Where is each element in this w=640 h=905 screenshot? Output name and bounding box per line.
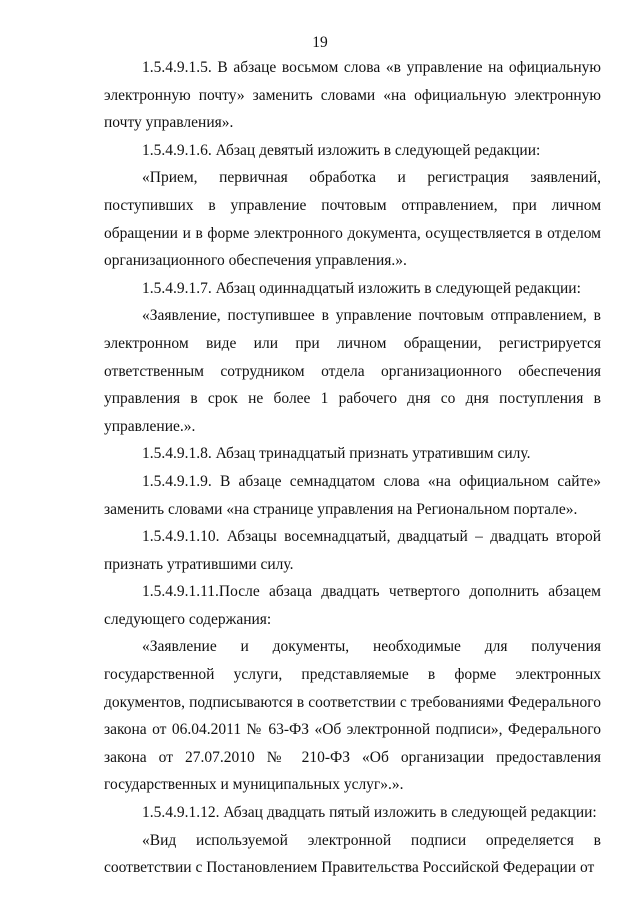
quoted-paragraph-signature-type: «Вид используемой электронной подписи определяется в соответствии с Постановлением Правительства Российской Федерации от: [104, 831, 601, 877]
paragraph-1-5-4-9-1-5: 1.5.4.9.1.5. В абзаце восьмом слова «в управление на официальную электронную почту» заменить словами «на официальную электронную почту управления».: [104, 59, 601, 132]
page-number: 19: [312, 34, 328, 51]
paragraph-1-5-4-9-1-9: 1.5.4.9.1.9. В абзаце семнадцатом слова «на официальном сайте» заменить словами «на странице управления на Региональном портале».: [104, 472, 601, 518]
quoted-paragraph-reception: «Прием, первичная обработка и регистрация заявлений, поступивших в управление почтовым отправлением, при личном обращении и в форме электронного документа, осуществляется в отделом организационного обеспечения управления.».: [104, 169, 601, 270]
paragraph-1-5-4-9-1-6: 1.5.4.9.1.6. Абзац девятый изложить в следующей редакции:: [142, 141, 541, 159]
paragraph-1-5-4-9-1-8: 1.5.4.9.1.8. Абзац тринадцатый признать утратившим силу.: [142, 445, 531, 463]
paragraph-1-5-4-9-1-7: 1.5.4.9.1.7. Абзац одиннадцатый изложить в следующей редакции:: [142, 279, 581, 297]
document-body: [104, 54, 601, 882]
paragraph-1-5-4-9-1-12: 1.5.4.9.1.12. Абзац двадцать пятый изложить в следующей редакции:: [142, 804, 597, 822]
paragraph-1-5-4-9-1-11: 1.5.4.9.1.11.После абзаца двадцать четвертого дополнить абзацем следующего содержания:: [104, 583, 601, 628]
quoted-paragraph-registration: «Заявление, поступившее в управление почтовым отправлением, в электронном виде или при личном обращении, регистрируется ответственным сотрудником отдела организационного обеспечения управления в срок не более 1 рабочего дня со дня поступления в управление.».: [104, 307, 601, 435]
quoted-paragraph-electronic-documents: «Заявление и документы, необходимые для получения государственной услуги, представляемые в форме электронных документов, подписываются в соответствии с требованиями Федерального закона от 06.04.2011 № 63-ФЗ «Об электронной подписи», Федерального закона от 27.07.2010 № 210-ФЗ «Об организации предоставления государственных и муниципальных услуг».».: [104, 638, 601, 794]
paragraph-1-5-4-9-1-10: 1.5.4.9.1.10. Абзацы восемнадцатый, двадцатый – двадцать второй признать утратившими силу.: [104, 528, 601, 573]
